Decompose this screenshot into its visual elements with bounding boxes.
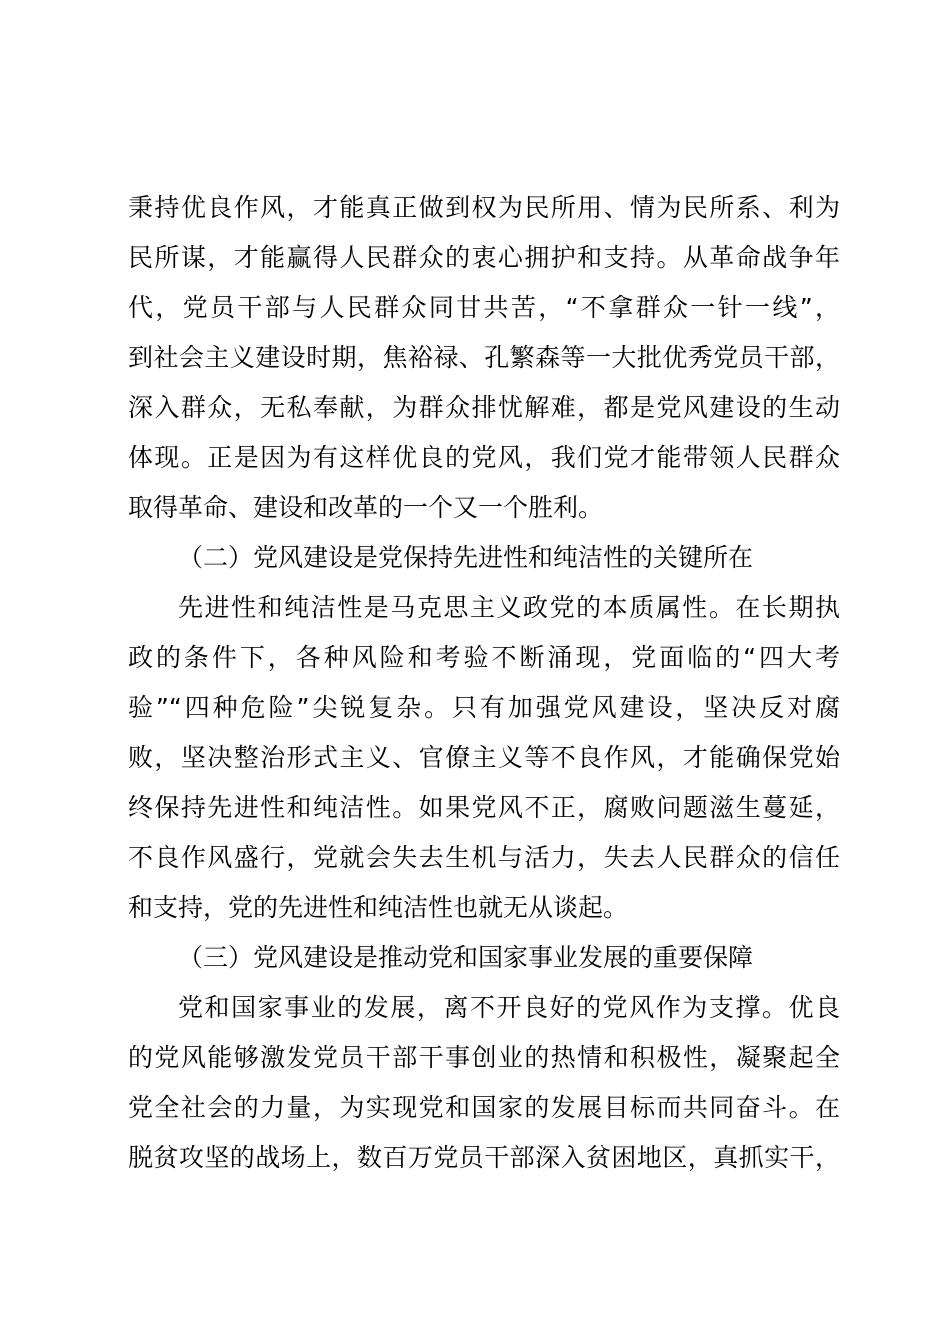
text-line: 脱贫攻坚的战场上，数百万党员干部深入贫困地区，真抓实干， <box>128 1143 840 1172</box>
body-text <box>128 183 840 1183</box>
text-line: 验”“四种危险”尖锐复杂。只有加强党风建设，坚决反对腐 <box>128 693 840 722</box>
text-line: 体现。正是因为有这样优良的党风，我们党才能带领人民群众 <box>128 443 840 472</box>
text-line: 的党风能够激发党员干部干事创业的热情和积极性，凝聚起全 <box>128 1043 840 1072</box>
section-heading: （二）党风建设是党保持先进性和纯洁性的关键所在 <box>178 543 754 572</box>
text-line: 取得革命、建设和改革的一个又一个胜利。 <box>128 493 604 522</box>
text-line: 党全社会的力量，为实现党和国家的发展目标而共同奋斗。在 <box>128 1093 840 1122</box>
text-line: 和支持，党的先进性和纯洁性也就无从谈起。 <box>128 893 629 922</box>
text-line: 深入群众，无私奉献，为群众排忧解难，都是党风建设的生动 <box>128 393 840 422</box>
text-line: 民所谋，才能赢得人民群众的衷心拥护和支持。从革命战争年 <box>128 243 840 272</box>
text-line: 到社会主义建设时期，焦裕禄、孔繁森等一大批优秀党员干部， <box>128 343 840 372</box>
text-line: 代，党员干部与人民群众同甘共苦，“不拿群众一针一线”， <box>128 293 840 322</box>
text-line: 秉持优良作风，才能真正做到权为民所用、情为民所系、利为 <box>128 193 840 222</box>
text-line: 败，坚决整治形式主义、官僚主义等不良作风，才能确保党始 <box>128 743 840 772</box>
text-line: 不良作风盛行，党就会失去生机与活力，失去人民群众的信任 <box>128 843 840 872</box>
paragraph-first-line: 先进性和纯洁性是马克思主义政党的本质属性。在长期执 <box>178 593 840 622</box>
paragraph-first-line: 党和国家事业的发展，离不开良好的党风作为支撑。优良 <box>178 993 840 1022</box>
text-line: 终保持先进性和纯洁性。如果党风不正，腐败问题滋生蔓延， <box>128 793 840 822</box>
text-line: 政的条件下，各种风险和考验不断涌现，党面临的“四大考 <box>128 643 840 672</box>
section-heading: （三）党风建设是推动党和国家事业发展的重要保障 <box>178 943 754 972</box>
